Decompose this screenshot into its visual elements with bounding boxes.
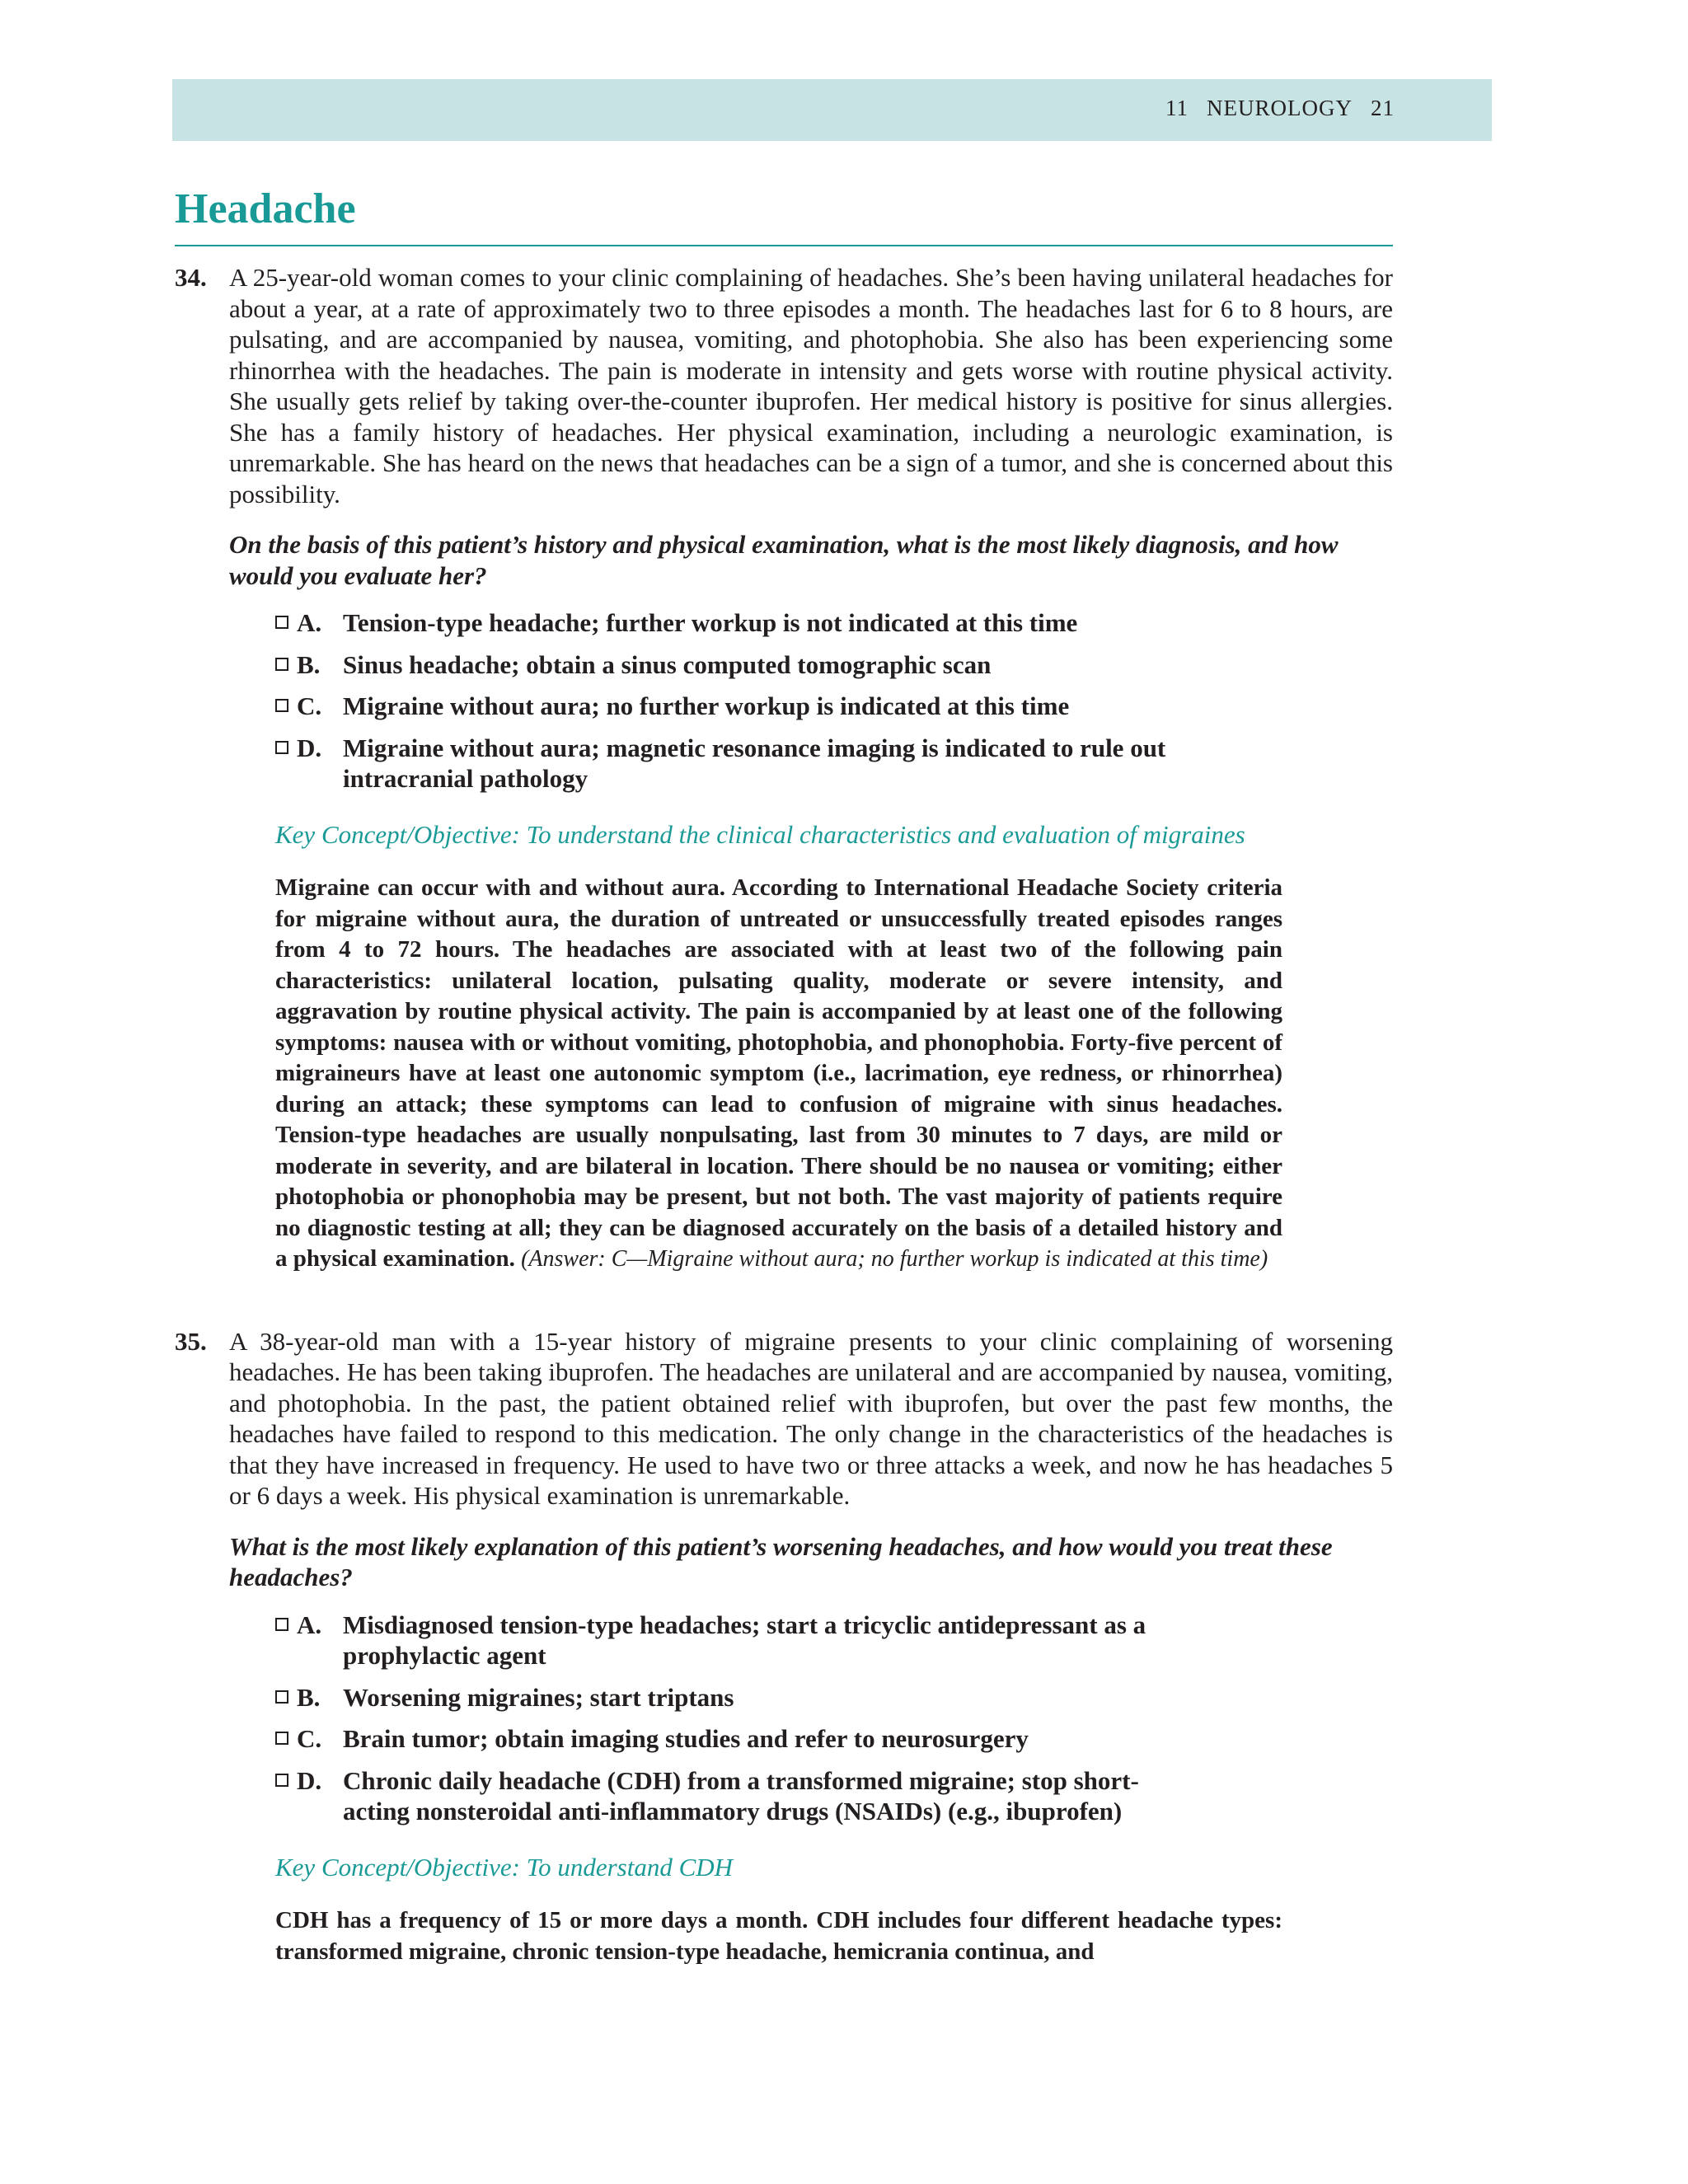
question-number: 34. xyxy=(175,263,207,292)
question-prompt: What is the most likely explanation of this patient’s worsening headaches, and how would you treat these headaches? xyxy=(229,1531,1333,1591)
option-b[interactable] xyxy=(275,1682,1190,1713)
explanation xyxy=(275,873,1282,1275)
key-concept: Key Concept/Objective: To understand CDH xyxy=(275,1852,734,1882)
question-34 xyxy=(175,262,1393,1275)
option-letter: D. xyxy=(297,733,322,762)
option-text: Tension-type headache; further workup is not indicated at this time xyxy=(343,608,1078,637)
question-stem: A 38-year-old man with a 15-year history of migraine presents to your clinic complaining of worsening headaches. He has been taking ibuprofen. The headaches are unilateral and are accompanied by nausea, vomiting, and photophobia. In the past, the patient obtained relief with ibuprofen, but over the past few months, the headaches have failed to respond to this medication. The only change in the characteristics of the headaches is that they have increased in frequency. He used to have two or three attacks a week, and now he has headaches 5 or 6 days a week. His physical examination is unremarkable. xyxy=(229,1326,1393,1510)
option-text: Brain tumor; obtain imaging studies and refer to neurosurgery xyxy=(343,1724,1029,1753)
option-text: Chronic daily headache (CDH) from a transformed migraine; stop short-acting nonsteroidal anti-inflammatory drugs (NSAIDs) (e.g., ibuprofen) xyxy=(343,1765,1139,1825)
question-prompt: On the basis of this patient’s history and physical examination, what is the most likely diagnosis, and how would you evaluate her? xyxy=(229,530,1339,590)
answer-options xyxy=(275,607,1190,794)
option-text: Migraine without aura; magnetic resonance imaging is indicated to rule out intracranial pathology xyxy=(343,733,1166,793)
option-d[interactable] xyxy=(275,733,1190,794)
option-text: Misdiagnosed tension-type headaches; start a tricyclic antidepressant as a prophylactic agent xyxy=(343,1610,1146,1670)
title-rule xyxy=(175,245,1393,246)
option-letter: B. xyxy=(297,1682,321,1712)
question-number: 35. xyxy=(175,1326,207,1356)
option-c[interactable] xyxy=(275,691,1190,722)
key-concept: Key Concept/Objective: To understand the clinical characteristics and evaluation of migraines xyxy=(275,819,1245,849)
option-letter: B. xyxy=(297,649,321,679)
page-number: 21 xyxy=(1371,96,1395,120)
option-letter: A. xyxy=(297,608,322,637)
chapter-title: NEUROLOGY xyxy=(1207,96,1353,120)
question-35 xyxy=(175,1326,1393,1968)
checkbox-icon[interactable] xyxy=(275,658,288,671)
option-letter: D. xyxy=(297,1765,322,1795)
option-letter: C. xyxy=(297,1724,322,1753)
explanation-text: CDH has a frequency of 15 or more days a month. CDH includes four different headache types: transformed migraine, chronic tension-type headache, hemicrania continua, and xyxy=(275,1907,1282,1965)
running-header xyxy=(172,79,1492,141)
option-a[interactable] xyxy=(275,607,1190,639)
checkbox-icon[interactable] xyxy=(275,1618,288,1631)
option-a[interactable] xyxy=(275,1610,1190,1671)
option-c[interactable] xyxy=(275,1723,1190,1755)
section-title: Headache xyxy=(175,185,356,232)
checkbox-icon[interactable] xyxy=(275,741,288,754)
question-stem: A 25-year-old woman comes to your clinic complaining of headaches. She’s been having unilateral headaches for about a year, at a rate of approximately two to three episodes a month. The headaches last for 6 to 8 hours, are pulsating, and are accompanied by nausea, vomiting, and photophobia. She also has been experiencing some rhinorrhea with the headaches. The pain is moderate in intensity and gets worse with routine physical activity. She usually gets relief by taking over-the-counter ibuprofen. Her medical history is positive for sinus allergies. She has a family history of headaches. Her physical examination, including a neurologic examination, is unremarkable. She has heard on the news that headaches can be a sign of a tumor, and she is concerned about this possibility. xyxy=(229,263,1393,509)
explanation xyxy=(275,1905,1282,1967)
checkbox-icon[interactable] xyxy=(275,1774,288,1787)
answer-options xyxy=(275,1610,1190,1827)
option-b[interactable] xyxy=(275,649,1190,681)
explanation-text: Migraine can occur with and without aura. According to International Headache Society criteria for migraine without aura, the duration of untreated or unsuccessfully treated episodes ranges from 4 to 72 hours. The headaches are associated with at least two of the following pain characteristics: unilateral location, pulsating quality, moderate or severe intensity, and aggravation by routine physical activity. The pain is accompanied by at least one of the following symptoms: nausea with or without vomiting, photophobia, and phonophobia. Forty-five percent of migraineurs have at least one autonomic symptom (i.e., lacrimation, eye redness, or rhinorrhea) during an attack; these symptoms can lead to confusion of migraine with sinus headaches. Tension-type headaches are usually nonpulsating, last from 30 minutes to 7 days, are mild or moderate in severity, and are bilateral in location. There should be no nausea or vomiting; either photophobia or phonophobia may be present, but not both. The vast majority of patients require no diagnostic testing at all; they can be diagnosed accurately on the basis of a detailed history and a physical examination. xyxy=(275,874,1282,1272)
answer-note: (Answer: C—Migraine without aura; no further workup is indicated at this time) xyxy=(521,1246,1268,1272)
option-text: Migraine without aura; no further workup is indicated at this time xyxy=(343,691,1070,720)
option-d[interactable] xyxy=(275,1765,1190,1827)
option-letter: A. xyxy=(297,1610,322,1639)
chapter-number: 11 xyxy=(1165,96,1189,120)
page-body xyxy=(175,262,1393,1967)
option-letter: C. xyxy=(297,691,322,720)
checkbox-icon[interactable] xyxy=(275,699,288,712)
checkbox-icon[interactable] xyxy=(275,1732,288,1745)
option-text: Sinus headache; obtain a sinus computed tomographic scan xyxy=(343,649,992,679)
running-head-text xyxy=(1147,96,1395,121)
checkbox-icon[interactable] xyxy=(275,616,288,629)
option-text: Worsening migraines; start triptans xyxy=(343,1682,734,1712)
checkbox-icon[interactable] xyxy=(275,1690,288,1704)
